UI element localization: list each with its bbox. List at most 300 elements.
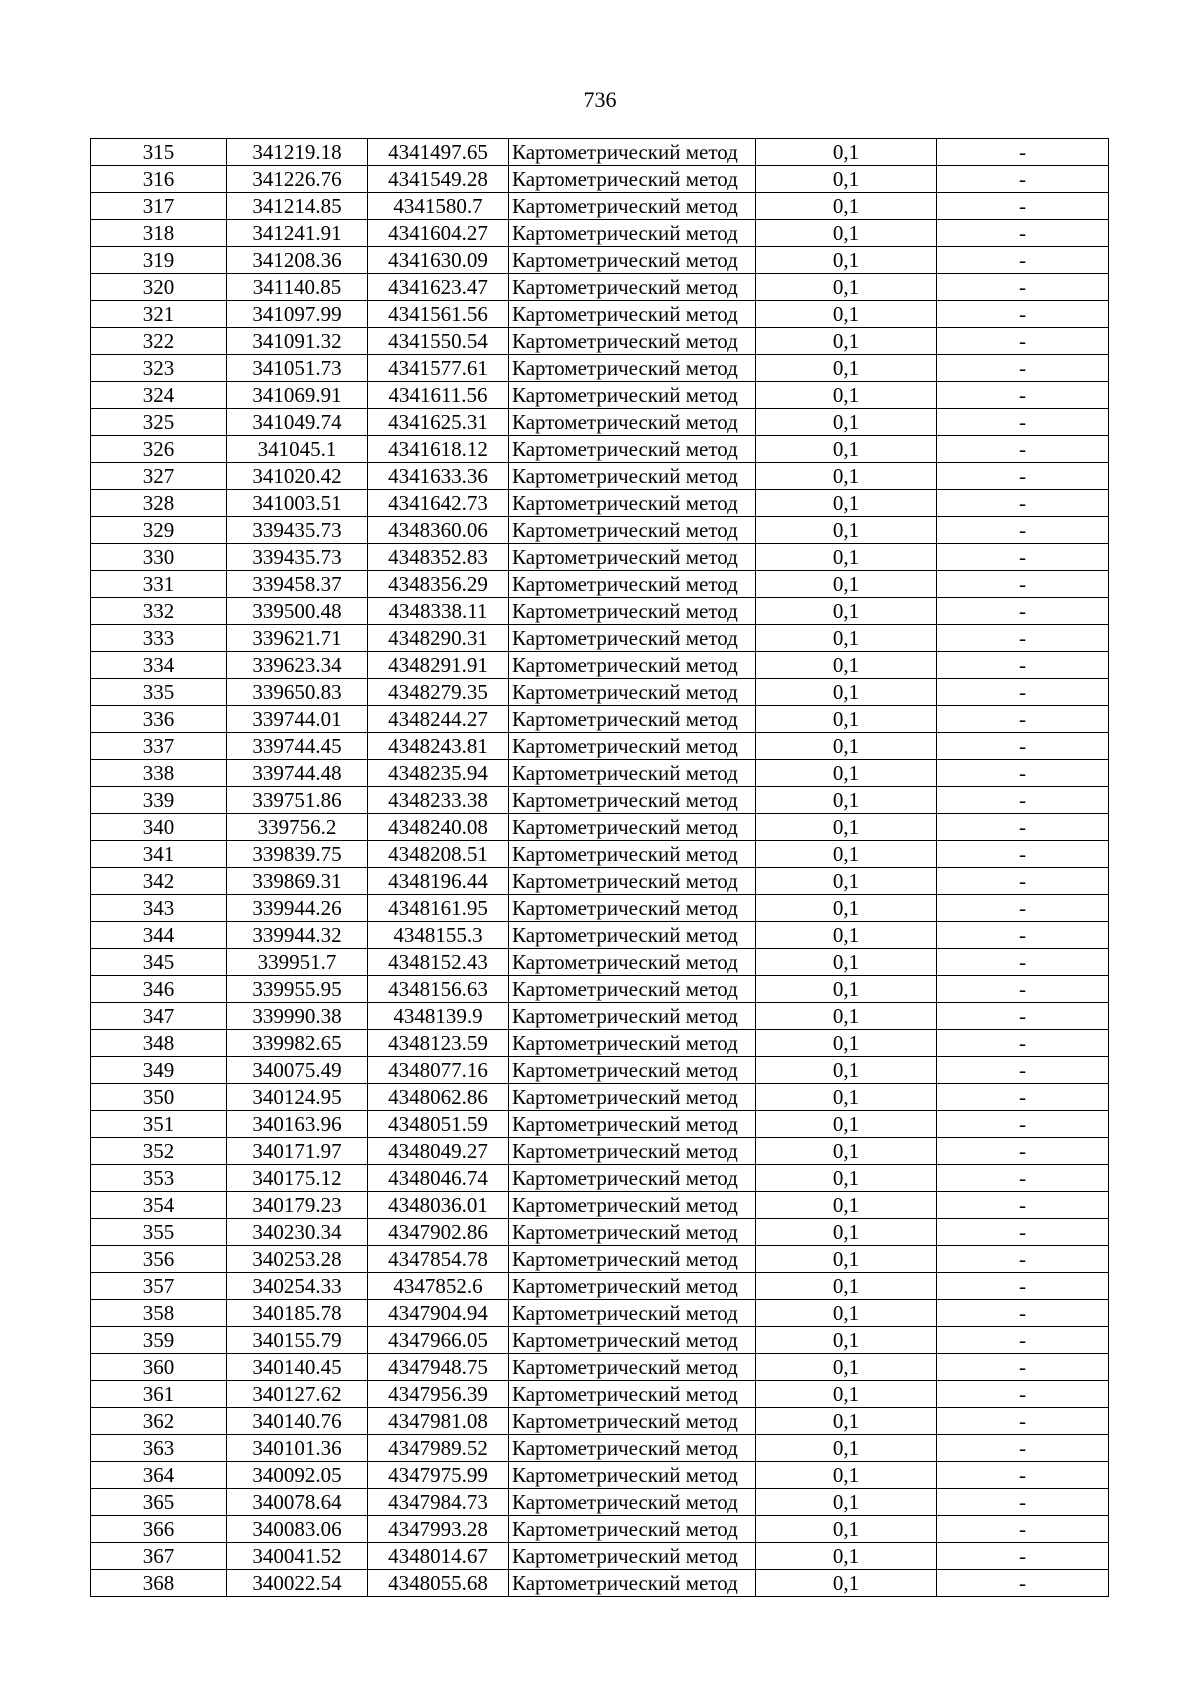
x-coordinate-cell: 340254.33 bbox=[227, 1273, 368, 1300]
y-coordinate-cell: 4347904.94 bbox=[368, 1300, 509, 1327]
y-coordinate-cell: 4341580.7 bbox=[368, 193, 509, 220]
y-coordinate-cell: 4341623.47 bbox=[368, 274, 509, 301]
note-cell: - bbox=[937, 382, 1109, 409]
point-number-cell: 322 bbox=[91, 328, 227, 355]
method-cell: Картометрический метод bbox=[509, 679, 756, 706]
method-cell: Картометрический метод bbox=[509, 301, 756, 328]
note-cell: - bbox=[937, 166, 1109, 193]
accuracy-cell: 0,1 bbox=[756, 274, 937, 301]
y-coordinate-cell: 4347902.86 bbox=[368, 1219, 509, 1246]
accuracy-cell: 0,1 bbox=[756, 301, 937, 328]
accuracy-cell: 0,1 bbox=[756, 139, 937, 166]
y-coordinate-cell: 4348360.06 bbox=[368, 517, 509, 544]
method-cell: Картометрический метод bbox=[509, 1543, 756, 1570]
point-number-cell: 325 bbox=[91, 409, 227, 436]
point-number-cell: 315 bbox=[91, 139, 227, 166]
table-body bbox=[91, 139, 1109, 1597]
y-coordinate-cell: 4347975.99 bbox=[368, 1462, 509, 1489]
table-row bbox=[91, 1273, 1109, 1300]
accuracy-cell: 0,1 bbox=[756, 1165, 937, 1192]
x-coordinate-cell: 341020.42 bbox=[227, 463, 368, 490]
note-cell: - bbox=[937, 895, 1109, 922]
x-coordinate-cell: 340078.64 bbox=[227, 1489, 368, 1516]
x-coordinate-cell: 341003.51 bbox=[227, 490, 368, 517]
method-cell: Картометрический метод bbox=[509, 139, 756, 166]
y-coordinate-cell: 4348161.95 bbox=[368, 895, 509, 922]
note-cell: - bbox=[937, 787, 1109, 814]
accuracy-cell: 0,1 bbox=[756, 1570, 937, 1597]
table-row bbox=[91, 949, 1109, 976]
table-row bbox=[91, 463, 1109, 490]
table-row bbox=[91, 1084, 1109, 1111]
method-cell: Картометрический метод bbox=[509, 463, 756, 490]
accuracy-cell: 0,1 bbox=[756, 1192, 937, 1219]
point-number-cell: 344 bbox=[91, 922, 227, 949]
note-cell: - bbox=[937, 1435, 1109, 1462]
table-row bbox=[91, 1111, 1109, 1138]
table-row bbox=[91, 679, 1109, 706]
accuracy-cell: 0,1 bbox=[756, 814, 937, 841]
y-coordinate-cell: 4348046.74 bbox=[368, 1165, 509, 1192]
y-coordinate-cell: 4348062.86 bbox=[368, 1084, 509, 1111]
table-row bbox=[91, 787, 1109, 814]
accuracy-cell: 0,1 bbox=[756, 1246, 937, 1273]
accuracy-cell: 0,1 bbox=[756, 598, 937, 625]
point-number-cell: 363 bbox=[91, 1435, 227, 1462]
method-cell: Картометрический метод bbox=[509, 814, 756, 841]
table-row bbox=[91, 1543, 1109, 1570]
method-cell: Картометрический метод bbox=[509, 1246, 756, 1273]
x-coordinate-cell: 340253.28 bbox=[227, 1246, 368, 1273]
table-row bbox=[91, 598, 1109, 625]
y-coordinate-cell: 4348352.83 bbox=[368, 544, 509, 571]
y-coordinate-cell: 4348051.59 bbox=[368, 1111, 509, 1138]
accuracy-cell: 0,1 bbox=[756, 1138, 937, 1165]
y-coordinate-cell: 4341549.28 bbox=[368, 166, 509, 193]
accuracy-cell: 0,1 bbox=[756, 1516, 937, 1543]
method-cell: Картометрический метод bbox=[509, 1462, 756, 1489]
table-row bbox=[91, 760, 1109, 787]
point-number-cell: 340 bbox=[91, 814, 227, 841]
point-number-cell: 346 bbox=[91, 976, 227, 1003]
accuracy-cell: 0,1 bbox=[756, 976, 937, 1003]
note-cell: - bbox=[937, 949, 1109, 976]
x-coordinate-cell: 340155.79 bbox=[227, 1327, 368, 1354]
table-row bbox=[91, 1327, 1109, 1354]
accuracy-cell: 0,1 bbox=[756, 328, 937, 355]
note-cell: - bbox=[937, 517, 1109, 544]
note-cell: - bbox=[937, 1030, 1109, 1057]
y-coordinate-cell: 4348036.01 bbox=[368, 1192, 509, 1219]
table-row bbox=[91, 544, 1109, 571]
method-cell: Картометрический метод bbox=[509, 976, 756, 1003]
point-number-cell: 328 bbox=[91, 490, 227, 517]
method-cell: Картометрический метод bbox=[509, 895, 756, 922]
x-coordinate-cell: 341214.85 bbox=[227, 193, 368, 220]
x-coordinate-cell: 339951.7 bbox=[227, 949, 368, 976]
note-cell: - bbox=[937, 490, 1109, 517]
note-cell: - bbox=[937, 598, 1109, 625]
point-number-cell: 333 bbox=[91, 625, 227, 652]
y-coordinate-cell: 4347993.28 bbox=[368, 1516, 509, 1543]
note-cell: - bbox=[937, 760, 1109, 787]
table-row bbox=[91, 1030, 1109, 1057]
x-coordinate-cell: 341241.91 bbox=[227, 220, 368, 247]
accuracy-cell: 0,1 bbox=[756, 220, 937, 247]
point-number-cell: 352 bbox=[91, 1138, 227, 1165]
table-row bbox=[91, 1300, 1109, 1327]
note-cell: - bbox=[937, 868, 1109, 895]
table-row bbox=[91, 976, 1109, 1003]
point-number-cell: 316 bbox=[91, 166, 227, 193]
method-cell: Картометрический метод bbox=[509, 436, 756, 463]
table-row bbox=[91, 625, 1109, 652]
method-cell: Картометрический метод bbox=[509, 571, 756, 598]
note-cell: - bbox=[937, 1408, 1109, 1435]
x-coordinate-cell: 341069.91 bbox=[227, 382, 368, 409]
method-cell: Картометрический метод bbox=[509, 274, 756, 301]
y-coordinate-cell: 4341630.09 bbox=[368, 247, 509, 274]
accuracy-cell: 0,1 bbox=[756, 1057, 937, 1084]
note-cell: - bbox=[937, 1219, 1109, 1246]
note-cell: - bbox=[937, 571, 1109, 598]
x-coordinate-cell: 339744.48 bbox=[227, 760, 368, 787]
point-number-cell: 345 bbox=[91, 949, 227, 976]
method-cell: Картометрический метод bbox=[509, 1192, 756, 1219]
point-number-cell: 362 bbox=[91, 1408, 227, 1435]
method-cell: Картометрический метод bbox=[509, 1516, 756, 1543]
x-coordinate-cell: 339982.65 bbox=[227, 1030, 368, 1057]
table-row bbox=[91, 652, 1109, 679]
table-row bbox=[91, 382, 1109, 409]
table-row bbox=[91, 1165, 1109, 1192]
note-cell: - bbox=[937, 409, 1109, 436]
point-number-cell: 326 bbox=[91, 436, 227, 463]
method-cell: Картометрический метод bbox=[509, 787, 756, 814]
method-cell: Картометрический метод bbox=[509, 247, 756, 274]
point-number-cell: 327 bbox=[91, 463, 227, 490]
point-number-cell: 331 bbox=[91, 571, 227, 598]
y-coordinate-cell: 4341618.12 bbox=[368, 436, 509, 463]
accuracy-cell: 0,1 bbox=[756, 355, 937, 382]
accuracy-cell: 0,1 bbox=[756, 544, 937, 571]
y-coordinate-cell: 4341497.65 bbox=[368, 139, 509, 166]
point-number-cell: 338 bbox=[91, 760, 227, 787]
y-coordinate-cell: 4347984.73 bbox=[368, 1489, 509, 1516]
accuracy-cell: 0,1 bbox=[756, 1408, 937, 1435]
x-coordinate-cell: 340127.62 bbox=[227, 1381, 368, 1408]
method-cell: Картометрический метод bbox=[509, 1030, 756, 1057]
y-coordinate-cell: 4348049.27 bbox=[368, 1138, 509, 1165]
y-coordinate-cell: 4348014.67 bbox=[368, 1543, 509, 1570]
x-coordinate-cell: 340124.95 bbox=[227, 1084, 368, 1111]
y-coordinate-cell: 4348235.94 bbox=[368, 760, 509, 787]
accuracy-cell: 0,1 bbox=[756, 571, 937, 598]
note-cell: - bbox=[937, 355, 1109, 382]
accuracy-cell: 0,1 bbox=[756, 679, 937, 706]
x-coordinate-cell: 340092.05 bbox=[227, 1462, 368, 1489]
point-number-cell: 341 bbox=[91, 841, 227, 868]
y-coordinate-cell: 4348243.81 bbox=[368, 733, 509, 760]
table-row bbox=[91, 1381, 1109, 1408]
table-row bbox=[91, 301, 1109, 328]
method-cell: Картометрический метод bbox=[509, 1327, 756, 1354]
table-row bbox=[91, 1516, 1109, 1543]
y-coordinate-cell: 4347981.08 bbox=[368, 1408, 509, 1435]
table-row bbox=[91, 571, 1109, 598]
table-row bbox=[91, 1489, 1109, 1516]
x-coordinate-cell: 340140.76 bbox=[227, 1408, 368, 1435]
method-cell: Картометрический метод bbox=[509, 625, 756, 652]
method-cell: Картометрический метод bbox=[509, 382, 756, 409]
note-cell: - bbox=[937, 679, 1109, 706]
x-coordinate-cell: 340075.49 bbox=[227, 1057, 368, 1084]
table-row bbox=[91, 193, 1109, 220]
accuracy-cell: 0,1 bbox=[756, 193, 937, 220]
note-cell: - bbox=[937, 1543, 1109, 1570]
accuracy-cell: 0,1 bbox=[756, 1489, 937, 1516]
table-row bbox=[91, 166, 1109, 193]
y-coordinate-cell: 4347948.75 bbox=[368, 1354, 509, 1381]
table-row bbox=[91, 139, 1109, 166]
y-coordinate-cell: 4348290.31 bbox=[368, 625, 509, 652]
table-row bbox=[91, 1219, 1109, 1246]
note-cell: - bbox=[937, 1381, 1109, 1408]
x-coordinate-cell: 339744.01 bbox=[227, 706, 368, 733]
y-coordinate-cell: 4348233.38 bbox=[368, 787, 509, 814]
accuracy-cell: 0,1 bbox=[756, 1111, 937, 1138]
point-number-cell: 324 bbox=[91, 382, 227, 409]
method-cell: Картометрический метод bbox=[509, 1300, 756, 1327]
point-number-cell: 343 bbox=[91, 895, 227, 922]
table-row bbox=[91, 922, 1109, 949]
point-number-cell: 347 bbox=[91, 1003, 227, 1030]
note-cell: - bbox=[937, 436, 1109, 463]
note-cell: - bbox=[937, 1570, 1109, 1597]
note-cell: - bbox=[937, 1273, 1109, 1300]
note-cell: - bbox=[937, 1192, 1109, 1219]
point-number-cell: 348 bbox=[91, 1030, 227, 1057]
method-cell: Картометрический метод bbox=[509, 490, 756, 517]
accuracy-cell: 0,1 bbox=[756, 1435, 937, 1462]
note-cell: - bbox=[937, 841, 1109, 868]
accuracy-cell: 0,1 bbox=[756, 517, 937, 544]
accuracy-cell: 0,1 bbox=[756, 436, 937, 463]
table-row bbox=[91, 1057, 1109, 1084]
accuracy-cell: 0,1 bbox=[756, 463, 937, 490]
x-coordinate-cell: 339458.37 bbox=[227, 571, 368, 598]
point-number-cell: 335 bbox=[91, 679, 227, 706]
point-number-cell: 358 bbox=[91, 1300, 227, 1327]
y-coordinate-cell: 4341625.31 bbox=[368, 409, 509, 436]
note-cell: - bbox=[937, 922, 1109, 949]
table-row bbox=[91, 841, 1109, 868]
method-cell: Картометрический метод bbox=[509, 1273, 756, 1300]
point-number-cell: 367 bbox=[91, 1543, 227, 1570]
point-number-cell: 365 bbox=[91, 1489, 227, 1516]
note-cell: - bbox=[937, 625, 1109, 652]
method-cell: Картометрический метод bbox=[509, 949, 756, 976]
table-row bbox=[91, 814, 1109, 841]
x-coordinate-cell: 341097.99 bbox=[227, 301, 368, 328]
y-coordinate-cell: 4348356.29 bbox=[368, 571, 509, 598]
method-cell: Картометрический метод bbox=[509, 1489, 756, 1516]
accuracy-cell: 0,1 bbox=[756, 247, 937, 274]
note-cell: - bbox=[937, 1354, 1109, 1381]
table-row bbox=[91, 220, 1109, 247]
y-coordinate-cell: 4347852.6 bbox=[368, 1273, 509, 1300]
accuracy-cell: 0,1 bbox=[756, 1327, 937, 1354]
note-cell: - bbox=[937, 1084, 1109, 1111]
table-row bbox=[91, 1354, 1109, 1381]
x-coordinate-cell: 339944.26 bbox=[227, 895, 368, 922]
accuracy-cell: 0,1 bbox=[756, 1300, 937, 1327]
accuracy-cell: 0,1 bbox=[756, 625, 937, 652]
table-row bbox=[91, 355, 1109, 382]
point-number-cell: 336 bbox=[91, 706, 227, 733]
point-number-cell: 361 bbox=[91, 1381, 227, 1408]
accuracy-cell: 0,1 bbox=[756, 1030, 937, 1057]
y-coordinate-cell: 4348139.9 bbox=[368, 1003, 509, 1030]
y-coordinate-cell: 4348196.44 bbox=[368, 868, 509, 895]
accuracy-cell: 0,1 bbox=[756, 706, 937, 733]
method-cell: Картометрический метод bbox=[509, 598, 756, 625]
x-coordinate-cell: 341219.18 bbox=[227, 139, 368, 166]
method-cell: Картометрический метод bbox=[509, 1354, 756, 1381]
x-coordinate-cell: 339839.75 bbox=[227, 841, 368, 868]
y-coordinate-cell: 4347966.05 bbox=[368, 1327, 509, 1354]
note-cell: - bbox=[937, 1165, 1109, 1192]
table-row bbox=[91, 1435, 1109, 1462]
y-coordinate-cell: 4348123.59 bbox=[368, 1030, 509, 1057]
x-coordinate-cell: 339751.86 bbox=[227, 787, 368, 814]
accuracy-cell: 0,1 bbox=[756, 922, 937, 949]
y-coordinate-cell: 4348077.16 bbox=[368, 1057, 509, 1084]
method-cell: Картометрический метод bbox=[509, 1435, 756, 1462]
y-coordinate-cell: 4347956.39 bbox=[368, 1381, 509, 1408]
table-row bbox=[91, 868, 1109, 895]
method-cell: Картометрический метод bbox=[509, 544, 756, 571]
y-coordinate-cell: 4348208.51 bbox=[368, 841, 509, 868]
point-number-cell: 357 bbox=[91, 1273, 227, 1300]
note-cell: - bbox=[937, 544, 1109, 571]
page-number: 736 bbox=[583, 87, 617, 112]
method-cell: Картометрический метод bbox=[509, 220, 756, 247]
note-cell: - bbox=[937, 814, 1109, 841]
point-number-cell: 364 bbox=[91, 1462, 227, 1489]
x-coordinate-cell: 339869.31 bbox=[227, 868, 368, 895]
x-coordinate-cell: 339955.95 bbox=[227, 976, 368, 1003]
note-cell: - bbox=[937, 652, 1109, 679]
x-coordinate-cell: 340101.36 bbox=[227, 1435, 368, 1462]
x-coordinate-cell: 339623.34 bbox=[227, 652, 368, 679]
method-cell: Картометрический метод bbox=[509, 1570, 756, 1597]
note-cell: - bbox=[937, 1057, 1109, 1084]
x-coordinate-cell: 339650.83 bbox=[227, 679, 368, 706]
accuracy-cell: 0,1 bbox=[756, 760, 937, 787]
note-cell: - bbox=[937, 220, 1109, 247]
table-row bbox=[91, 1003, 1109, 1030]
y-coordinate-cell: 4348291.91 bbox=[368, 652, 509, 679]
accuracy-cell: 0,1 bbox=[756, 1084, 937, 1111]
accuracy-cell: 0,1 bbox=[756, 166, 937, 193]
table-row bbox=[91, 274, 1109, 301]
point-number-cell: 339 bbox=[91, 787, 227, 814]
note-cell: - bbox=[937, 193, 1109, 220]
method-cell: Картометрический метод bbox=[509, 1381, 756, 1408]
method-cell: Картометрический метод bbox=[509, 409, 756, 436]
y-coordinate-cell: 4347854.78 bbox=[368, 1246, 509, 1273]
x-coordinate-cell: 340175.12 bbox=[227, 1165, 368, 1192]
accuracy-cell: 0,1 bbox=[756, 1381, 937, 1408]
method-cell: Картометрический метод bbox=[509, 1408, 756, 1435]
x-coordinate-cell: 341226.76 bbox=[227, 166, 368, 193]
note-cell: - bbox=[937, 139, 1109, 166]
y-coordinate-cell: 4341577.61 bbox=[368, 355, 509, 382]
point-number-cell: 318 bbox=[91, 220, 227, 247]
note-cell: - bbox=[937, 1003, 1109, 1030]
point-number-cell: 323 bbox=[91, 355, 227, 382]
note-cell: - bbox=[937, 247, 1109, 274]
x-coordinate-cell: 341208.36 bbox=[227, 247, 368, 274]
y-coordinate-cell: 4348240.08 bbox=[368, 814, 509, 841]
table-row bbox=[91, 1462, 1109, 1489]
note-cell: - bbox=[937, 1111, 1109, 1138]
x-coordinate-cell: 341045.1 bbox=[227, 436, 368, 463]
note-cell: - bbox=[937, 1246, 1109, 1273]
y-coordinate-cell: 4348155.3 bbox=[368, 922, 509, 949]
y-coordinate-cell: 4341642.73 bbox=[368, 490, 509, 517]
method-cell: Картометрический метод bbox=[509, 1165, 756, 1192]
method-cell: Картометрический метод bbox=[509, 868, 756, 895]
note-cell: - bbox=[937, 328, 1109, 355]
note-cell: - bbox=[937, 274, 1109, 301]
method-cell: Картометрический метод bbox=[509, 193, 756, 220]
note-cell: - bbox=[937, 1462, 1109, 1489]
point-number-cell: 320 bbox=[91, 274, 227, 301]
y-coordinate-cell: 4348338.11 bbox=[368, 598, 509, 625]
x-coordinate-cell: 340179.23 bbox=[227, 1192, 368, 1219]
x-coordinate-cell: 339744.45 bbox=[227, 733, 368, 760]
table-row bbox=[91, 1192, 1109, 1219]
table-row bbox=[91, 409, 1109, 436]
method-cell: Картометрический метод bbox=[509, 328, 756, 355]
method-cell: Картометрический метод bbox=[509, 760, 756, 787]
table-row bbox=[91, 1570, 1109, 1597]
point-number-cell: 342 bbox=[91, 868, 227, 895]
note-cell: - bbox=[937, 706, 1109, 733]
accuracy-cell: 0,1 bbox=[756, 868, 937, 895]
y-coordinate-cell: 4348279.35 bbox=[368, 679, 509, 706]
point-number-cell: 360 bbox=[91, 1354, 227, 1381]
table-row bbox=[91, 1408, 1109, 1435]
x-coordinate-cell: 340185.78 bbox=[227, 1300, 368, 1327]
table-row bbox=[91, 706, 1109, 733]
point-number-cell: 356 bbox=[91, 1246, 227, 1273]
method-cell: Картометрический метод bbox=[509, 922, 756, 949]
point-number-cell: 354 bbox=[91, 1192, 227, 1219]
x-coordinate-cell: 339756.2 bbox=[227, 814, 368, 841]
table-row bbox=[91, 733, 1109, 760]
table-row bbox=[91, 517, 1109, 544]
accuracy-cell: 0,1 bbox=[756, 895, 937, 922]
method-cell: Картометрический метод bbox=[509, 1084, 756, 1111]
accuracy-cell: 0,1 bbox=[756, 949, 937, 976]
accuracy-cell: 0,1 bbox=[756, 409, 937, 436]
point-number-cell: 319 bbox=[91, 247, 227, 274]
method-cell: Картометрический метод bbox=[509, 652, 756, 679]
table-row bbox=[91, 1246, 1109, 1273]
